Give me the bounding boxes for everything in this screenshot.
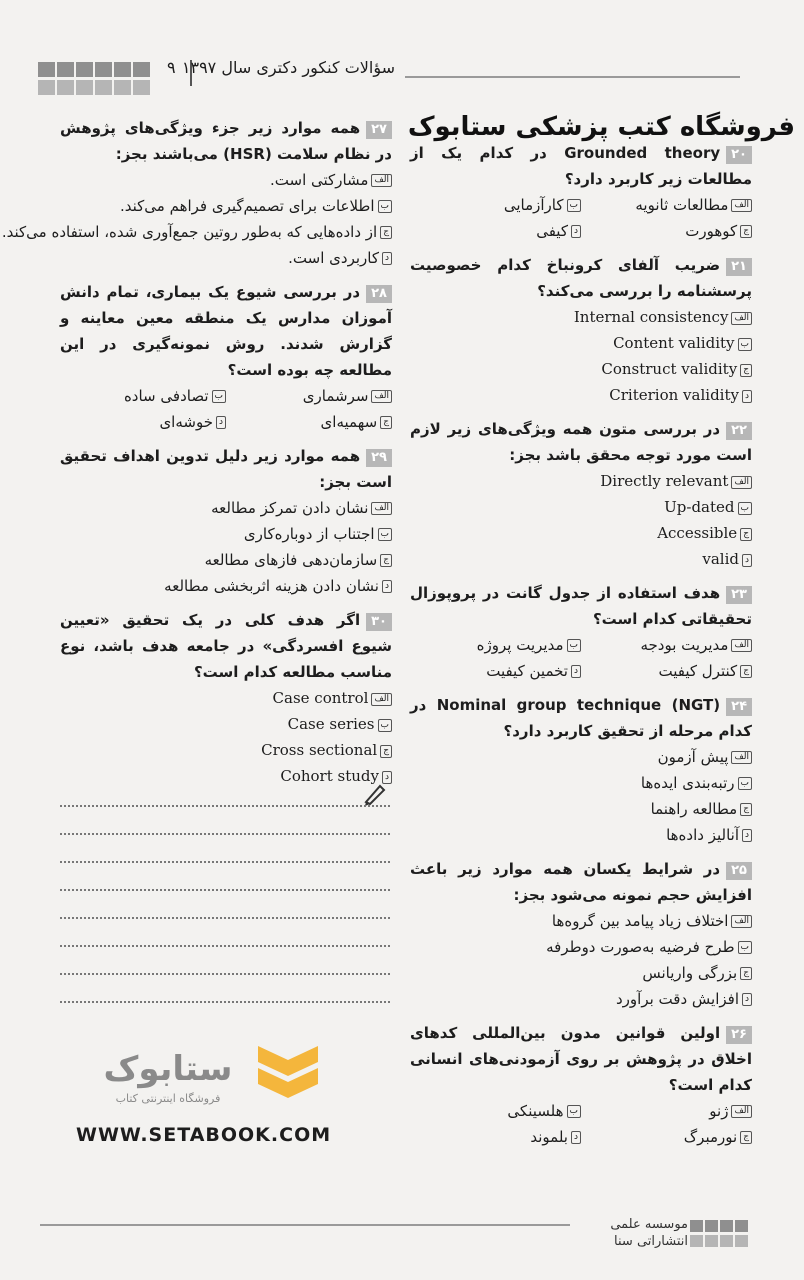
question-1 — [410, 252, 752, 408]
question-number: ۲۸ — [366, 285, 392, 303]
option-text: Content validity — [613, 334, 735, 352]
option-label: الف — [371, 502, 392, 515]
option-label: د — [571, 1131, 581, 1144]
question-text — [410, 416, 752, 468]
question-body: در شرایط یکسان همه موارد زیر باعث افزایش حجم نمونه می‌شود بجز: — [410, 860, 752, 904]
option-2 — [1, 219, 392, 245]
footer-decoration — [690, 1220, 760, 1256]
option-1 — [410, 934, 752, 960]
option-text: آنالیز داده‌ها — [666, 826, 739, 844]
notes-line — [60, 805, 390, 807]
right-column — [410, 140, 752, 1156]
question-number: ۲۷ — [366, 121, 392, 139]
options-list — [410, 468, 752, 572]
question-3 — [410, 580, 752, 684]
publisher-name — [578, 1216, 688, 1250]
option-text: نشان دادن تمرکز مطالعه — [211, 499, 369, 517]
option-text: valid — [702, 550, 739, 568]
question-body: اولین قوانین مدون بین‌المللی کدهای اخلاق در پژوهش بر روی آزمودنی‌های انسانی کدام است؟ — [410, 1024, 752, 1094]
option-text: اطلاعات برای تصمیم‌گیری فراهم می‌کند. — [119, 197, 375, 215]
website-url: WWW.SETABOOK.COM — [76, 1124, 332, 1146]
option-3 — [410, 382, 752, 408]
notes-line — [60, 973, 390, 975]
option-2 — [410, 356, 752, 382]
option-label: الف — [731, 199, 752, 212]
option-text: نشان دادن هزینه اثربخشی مطالعه — [164, 577, 379, 595]
option-3 — [60, 573, 392, 599]
option-text: Case series — [287, 715, 375, 733]
option-text: کوهورت — [685, 222, 738, 240]
option-label: الف — [731, 476, 752, 489]
option-text: Cross sectional — [261, 741, 378, 759]
option-0 — [60, 495, 392, 521]
options-list — [410, 1098, 752, 1150]
setabook-logo — [58, 1040, 338, 1110]
notes-line — [60, 917, 390, 919]
question-body: هدف استفاده از جدول گانت در پروپوزال تحقیقاتی کدام است؟ — [410, 584, 752, 628]
option-3 — [60, 763, 392, 789]
option-text: کنترل کیفیت — [658, 662, 738, 680]
notes-line — [60, 945, 390, 947]
option-label: ج — [740, 1131, 752, 1144]
notes-line — [60, 889, 390, 891]
option-3 — [60, 245, 392, 271]
option-0 — [226, 383, 392, 409]
option-text: خوشه‌ای — [159, 413, 213, 431]
option-1 — [410, 494, 752, 520]
option-text: تخمین کیفیت — [486, 662, 568, 680]
question-body: Grounded theory در کدام یک از مطالعات زیر کاربرد دارد؟ — [410, 144, 752, 188]
page-number: ۹ — [167, 58, 176, 77]
option-text: بلموند — [530, 1128, 568, 1146]
option-label: د — [742, 390, 752, 403]
option-label: الف — [731, 312, 752, 325]
option-text: اختلاف زیاد پیامد بین گروه‌ها — [551, 912, 729, 930]
option-label: ب — [212, 390, 226, 403]
publisher-line-2: انتشاراتی سنا — [614, 1234, 688, 1249]
option-text: Accessible — [657, 524, 738, 542]
option-text: مشارکتی است. — [270, 171, 369, 189]
option-text: سهمیه‌ای — [320, 413, 378, 431]
question-6 — [410, 1020, 752, 1150]
option-text: Criterion validity — [609, 386, 739, 404]
question-text — [410, 252, 752, 304]
option-text: Directly relevant — [600, 472, 729, 490]
option-label: ج — [740, 528, 752, 541]
question-text — [410, 580, 752, 632]
header-decoration — [38, 62, 188, 98]
option-label: د — [742, 993, 752, 1006]
option-text: نورمبرگ — [683, 1128, 738, 1146]
option-3 — [410, 986, 752, 1012]
options-list — [410, 744, 752, 848]
question-text — [410, 856, 752, 908]
option-2 — [581, 218, 752, 244]
option-text: کیفی — [536, 222, 568, 240]
question-2 — [60, 443, 392, 599]
option-0 — [581, 632, 752, 658]
option-3 — [60, 409, 226, 435]
option-0 — [60, 685, 392, 711]
publisher-line-1: موسسه علمی — [610, 1217, 688, 1232]
logo-tagline: فروشگاه اینترنتی کتاب — [115, 1092, 221, 1105]
option-1 — [410, 330, 752, 356]
option-2 — [410, 520, 752, 546]
question-4 — [410, 692, 752, 848]
option-label: د — [382, 252, 392, 265]
option-text: Cohort study — [280, 767, 379, 785]
option-0 — [410, 744, 752, 770]
option-0 — [581, 1098, 752, 1124]
question-text — [60, 607, 392, 685]
option-text: Construct validity — [601, 360, 738, 378]
option-text: مدیریت پروژه — [476, 636, 564, 654]
option-label: الف — [731, 915, 752, 928]
option-0 — [410, 908, 752, 934]
option-label: ب — [378, 528, 392, 541]
option-label: ج — [380, 226, 392, 239]
option-text: مدیریت بودجه — [640, 636, 729, 654]
question-number: ۲۶ — [726, 1026, 752, 1044]
notes-line — [60, 833, 390, 835]
option-text: افزایش دقت برآورد — [616, 990, 739, 1008]
option-3 — [410, 218, 581, 244]
option-label: ج — [740, 967, 752, 980]
option-text: کارآزمایی — [503, 196, 564, 214]
options-list — [60, 383, 392, 435]
options-list — [410, 192, 752, 244]
option-1 — [60, 193, 392, 219]
option-1 — [60, 521, 392, 547]
option-label: د — [382, 580, 392, 593]
option-text: بزرگی واریانس — [642, 964, 738, 982]
option-text: سازمان‌دهی فازهای مطالعه — [204, 551, 378, 569]
option-0 — [410, 468, 752, 494]
option-1 — [410, 192, 581, 218]
option-text: Internal consistency — [573, 308, 729, 326]
option-label: د — [742, 829, 752, 842]
question-number: ۲۲ — [726, 422, 752, 440]
question-text — [60, 279, 392, 383]
question-text — [410, 692, 752, 744]
left-column — [1, 115, 392, 795]
option-label: الف — [731, 1105, 752, 1118]
notes-line — [60, 861, 390, 863]
options-list — [410, 632, 752, 684]
option-label: ج — [740, 364, 752, 377]
question-text — [410, 140, 752, 192]
option-2 — [410, 796, 752, 822]
option-2 — [226, 409, 392, 435]
option-label: د — [742, 554, 752, 567]
option-2 — [581, 1124, 752, 1150]
option-label: د — [571, 665, 581, 678]
options-list — [60, 685, 392, 789]
question-text — [60, 443, 392, 495]
question-number: ۲۹ — [366, 449, 392, 467]
watermark: فروشگاه کتب پزشکی ستابوک — [407, 112, 795, 142]
question-body: ضریب آلفای کرونباخ کدام خصوصیت پرسشنامه را بررسی می‌کند؟ — [410, 256, 752, 300]
question-0 — [1, 115, 392, 271]
option-text: از داده‌هایی که به‌طور روتین جمع‌آوری شده، استفاده می‌کند. — [1, 223, 378, 241]
option-text: تصادفی ساده — [123, 387, 209, 405]
option-0 — [581, 192, 752, 218]
option-3 — [410, 1124, 581, 1150]
option-text: مطالعه راهنما — [650, 800, 738, 818]
question-number: ۲۵ — [726, 862, 752, 880]
option-label: د — [216, 416, 226, 429]
option-label: ج — [740, 665, 752, 678]
question-0 — [410, 140, 752, 244]
question-body: اگر هدف کلی در یک تحقیق «تعیین شیوع افسردگی» در جامعه هدف باشد، نوع مناسب مطالعه کدام است؟ — [60, 611, 392, 681]
option-2 — [60, 547, 392, 573]
option-text: رتبه‌بندی ایده‌ها — [640, 774, 735, 792]
option-label: ج — [380, 745, 392, 758]
logo-graphic — [58, 1040, 338, 1110]
question-body: در بررسی شیوع یک بیماری، تمام دانش آموزان مدارس یک منطقه معین معاینه و گزارش شدند. روش نمونه‌گیری در این مطالعه چه بوده است؟ — [60, 283, 392, 379]
option-text: هلسینکی — [507, 1102, 564, 1120]
question-5 — [410, 856, 752, 1012]
option-label: الف — [371, 390, 392, 403]
question-number: ۲۱ — [726, 258, 752, 276]
question-number: ۲۳ — [726, 586, 752, 604]
option-label: ب — [567, 1105, 581, 1118]
option-label: الف — [371, 174, 392, 187]
option-text: کاربردی است. — [288, 249, 379, 267]
option-label: ب — [738, 777, 752, 790]
question-body: همه موارد زیر دلیل تدوین اهداف تحقیق است بجز: — [60, 447, 392, 491]
option-label: ج — [380, 554, 392, 567]
option-2 — [410, 960, 752, 986]
option-3 — [410, 658, 581, 684]
option-3 — [410, 546, 752, 572]
question-body: Nominal group technique (NGT) در کدام مرحله از تحقیق کاربرد دارد؟ — [410, 696, 752, 740]
question-number: ۳۰ — [366, 613, 392, 631]
options-list — [410, 304, 752, 408]
option-label: ب — [738, 941, 752, 954]
question-number: ۲۴ — [726, 698, 752, 716]
question-2 — [410, 416, 752, 572]
option-1 — [410, 632, 581, 658]
options-list — [1, 167, 392, 271]
option-2 — [581, 658, 752, 684]
question-body: در بررسی متون همه ویژگی‌های زیر لازم است مورد توجه محقق باشد بجز: — [410, 420, 752, 464]
option-text: پیش آزمون — [657, 748, 729, 766]
page-title: سؤالات کنکور دکتری سال ۱۳۹۷ — [181, 58, 395, 77]
option-2 — [60, 737, 392, 763]
option-text: ژنو — [709, 1102, 729, 1120]
question-text — [410, 1020, 752, 1098]
option-label: د — [571, 225, 581, 238]
header-rule — [405, 76, 740, 78]
option-3 — [410, 822, 752, 848]
option-1 — [60, 711, 392, 737]
option-text: طرح فرضیه به‌صورت دوطرفه — [546, 938, 735, 956]
option-1 — [410, 770, 752, 796]
option-label: ب — [567, 639, 581, 652]
question-text — [60, 115, 392, 167]
option-1 — [60, 383, 226, 409]
question-1 — [60, 279, 392, 435]
options-list — [60, 495, 392, 599]
option-1 — [410, 1098, 581, 1124]
question-number: ۲۰ — [726, 146, 752, 164]
option-label: ب — [378, 719, 392, 732]
option-label: ب — [738, 502, 752, 515]
option-label: الف — [731, 751, 752, 764]
option-label: ب — [567, 199, 581, 212]
option-label: الف — [371, 693, 392, 706]
option-label: ج — [380, 416, 392, 429]
option-text: سرشماری — [302, 387, 369, 405]
option-label: ب — [738, 338, 752, 351]
option-label: د — [382, 771, 392, 784]
option-text: Case control — [272, 689, 369, 707]
option-label: ب — [378, 200, 392, 213]
option-0 — [60, 167, 392, 193]
option-label: ج — [740, 225, 752, 238]
option-label: ج — [740, 803, 752, 816]
option-text: Up-dated — [664, 498, 735, 516]
option-0 — [410, 304, 752, 330]
option-text: مطالعات ثانویه — [635, 196, 729, 214]
question-body: همه موارد زیر جزء ویژگی‌های پژوهش در نظام سلامت (HSR) می‌باشند بجز: — [60, 119, 392, 163]
notes-line — [60, 1001, 390, 1003]
question-3 — [60, 607, 392, 789]
options-list — [410, 908, 752, 1012]
footer-rule — [40, 1224, 570, 1226]
logo-brand: ستابوک — [103, 1049, 233, 1089]
option-text: اجتناب از دوباره‌کاری — [243, 525, 375, 543]
option-label: الف — [731, 639, 752, 652]
